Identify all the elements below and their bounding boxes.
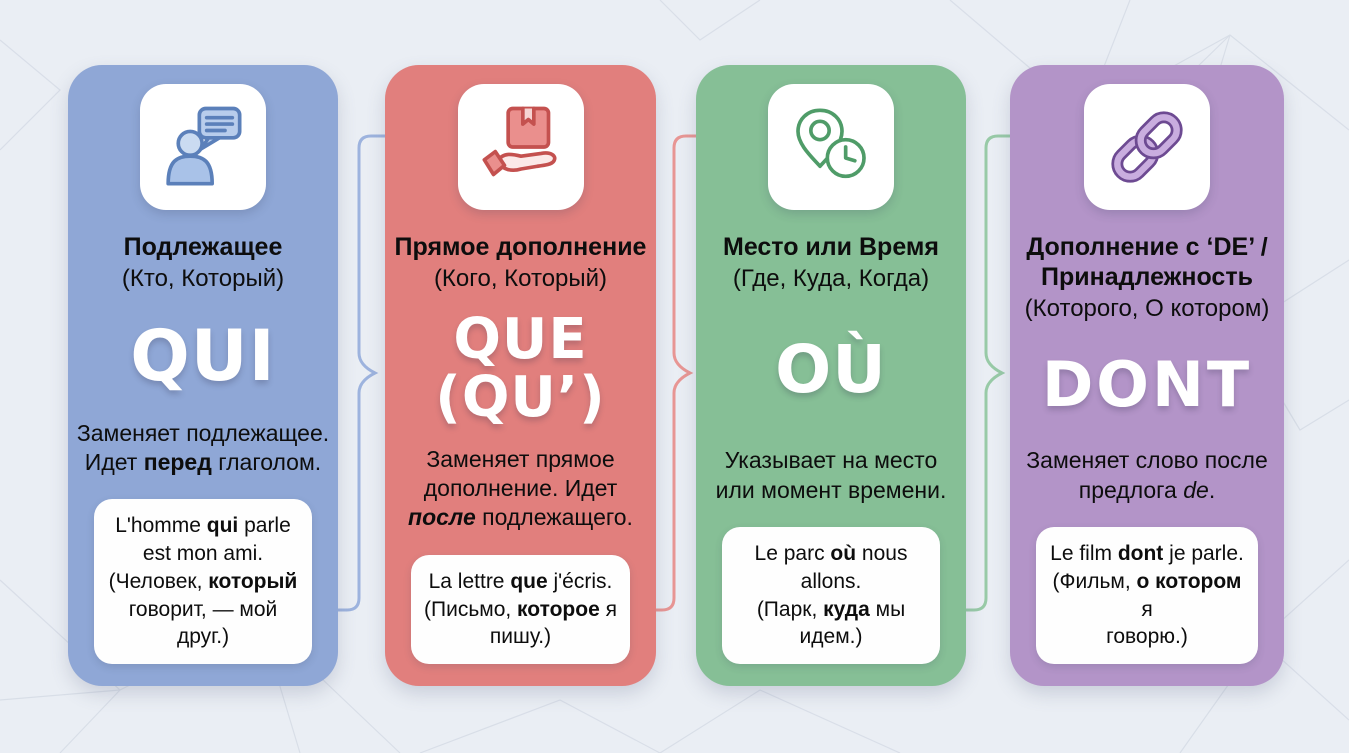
card-title: Подлежащее: [123, 233, 283, 261]
card-description: Заменяет подлежащее. Идет перед глаголом.: [76, 419, 330, 475]
example-box: [411, 555, 630, 664]
example-text: La lettre que j'écris. (Письмо, которое я пишу.): [424, 569, 617, 649]
icon-tile: [1084, 84, 1210, 210]
pronoun-word: DONT: [1041, 347, 1253, 421]
pronoun-word: QUE (QU’): [435, 307, 606, 431]
icon-tile: [458, 84, 584, 210]
card-title: Прямое дополнение: [394, 233, 647, 261]
card-ou: [696, 65, 966, 686]
icon-tile: [140, 84, 266, 210]
hand-box-icon: [477, 103, 565, 191]
card-subtitle: (Где, Куда, Когда): [732, 265, 930, 292]
example-box: [1036, 527, 1258, 664]
card-description: Указывает на место или момент времени.: [715, 447, 947, 503]
pronoun-word: QUI: [130, 314, 276, 397]
card-description: Заменяет прямое дополнение. Идет после подлежащего.: [408, 445, 633, 531]
card-title: Дополнение с ‘DE’ / Принадлежность: [1026, 233, 1268, 291]
example-text: L'homme qui parle est mon ami. (Человек, который говорит, — мой друг.): [108, 514, 298, 649]
example-text: Le film dont je parle. (Фильм, о котором я говорю.): [1050, 542, 1244, 649]
pronoun-word: OÙ: [775, 330, 887, 408]
person-speech-icon: [159, 103, 247, 191]
chain-link-icon: [1103, 103, 1191, 191]
card-subtitle: (Которого, О котором): [1024, 295, 1270, 322]
card-description: Заменяет слово после предлога de.: [1026, 447, 1268, 503]
example-box: [94, 499, 312, 664]
card-title: Место или Время: [723, 233, 939, 261]
card-que: [385, 65, 656, 686]
card-subtitle: (Кого, Который): [433, 265, 608, 292]
card-qui: [68, 65, 338, 686]
location-clock-icon: [787, 103, 875, 191]
example-text: Le parc où nous allons. (Парк, куда мы идем.): [754, 542, 908, 649]
card-subtitle: (Кто, Который): [121, 265, 285, 292]
card-dont: [1010, 65, 1284, 686]
icon-tile: [768, 84, 894, 210]
example-box: [722, 527, 940, 664]
